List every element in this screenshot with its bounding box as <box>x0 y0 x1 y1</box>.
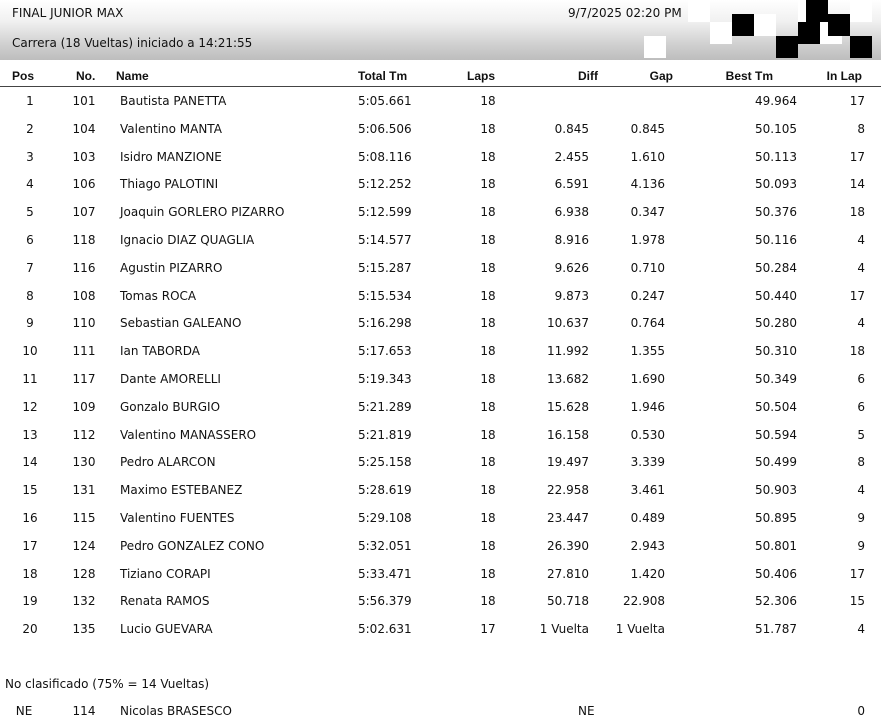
driver-name-cell: Maximo ESTEBANEZ <box>120 483 243 498</box>
total-time-cell: 5:29.108 <box>358 511 412 525</box>
best-time-cell: 50.113 <box>755 149 797 164</box>
driver-name-cell: Valentino MANASSERO <box>120 427 257 442</box>
best-time-cell: 49.964 <box>755 94 797 108</box>
table-row <box>0 536 881 556</box>
total-time-cell: 5:21.819 <box>358 427 412 442</box>
position-cell: 2 <box>26 121 34 136</box>
gap-cell: 22.908 <box>623 594 665 609</box>
position-cell: 4 <box>26 177 34 192</box>
driver-name-cell: Isidro MANZIONE <box>120 149 222 164</box>
in-lap-cell: 6 <box>857 372 865 386</box>
not-classified-row <box>0 701 881 721</box>
diff-cell: 19.497 <box>547 455 589 470</box>
total-time-cell: 5:16.298 <box>358 316 412 331</box>
total-time-cell: 5:15.287 <box>358 260 412 275</box>
col-header-best: Best Tm <box>725 69 773 83</box>
position-cell: 5 <box>26 205 34 220</box>
in-lap-cell: 17 <box>849 566 865 581</box>
number-cell: 116 <box>72 260 96 275</box>
best-time-cell: 50.376 <box>755 205 797 220</box>
number-cell: 101 <box>72 94 96 108</box>
in-lap-cell: 8 <box>857 455 865 470</box>
table-row <box>0 313 881 333</box>
driver-name-cell: Sebastian GALEANO <box>120 316 242 331</box>
checkered-flag-icon <box>600 0 881 60</box>
laps-cell: 18 <box>480 455 496 470</box>
total-time-cell: 5:25.158 <box>358 455 412 470</box>
position-cell: 11 <box>22 372 38 386</box>
race-datetime: 9/7/2025 02:20 PM <box>568 6 682 20</box>
table-row <box>0 258 881 278</box>
best-time-cell: 50.504 <box>755 399 797 414</box>
best-time-cell: 50.594 <box>755 427 797 442</box>
col-header-diff: Diff <box>578 69 598 83</box>
laps-cell: 18 <box>480 177 496 192</box>
driver-name-cell: Pedro GONZALEZ CONO <box>120 538 265 553</box>
driver-name-cell: Bautista PANETTA <box>120 94 227 108</box>
number-cell: 117 <box>72 372 96 386</box>
in-lap-cell: 15 <box>849 594 865 609</box>
laps-cell: 18 <box>480 94 496 108</box>
total-time-cell: 5:12.252 <box>358 177 412 192</box>
gap-cell: 3.339 <box>630 455 665 470</box>
in-lap-cell: 8 <box>857 121 865 136</box>
number-cell: 106 <box>72 177 96 192</box>
diff-cell: 0.845 <box>554 121 589 136</box>
gap-cell: 1.690 <box>630 372 665 386</box>
table-row <box>0 564 881 584</box>
driver-name-cell: Ignacio DIAZ QUAGLIA <box>120 233 255 247</box>
col-header-pos: Pos <box>12 69 35 83</box>
table-row <box>0 619 881 639</box>
best-time-cell: 50.895 <box>755 511 797 525</box>
position-cell: 20 <box>22 622 38 637</box>
laps-cell: 18 <box>480 538 496 553</box>
gap-cell: 1.610 <box>630 149 665 164</box>
best-time-cell: 50.093 <box>755 177 797 192</box>
number-cell: 108 <box>72 288 96 303</box>
laps-cell: 18 <box>480 594 496 609</box>
number-cell: 109 <box>72 399 96 414</box>
number-cell: 124 <box>72 538 96 553</box>
best-time-cell: 50.903 <box>755 483 797 498</box>
position-cell: 18 <box>22 566 38 581</box>
table-row <box>0 91 881 111</box>
diff-cell: 13.682 <box>547 372 589 386</box>
nc-number: 114 <box>72 704 96 718</box>
number-cell: 107 <box>72 205 96 220</box>
driver-name-cell: Tiziano CORAPI <box>120 566 211 581</box>
driver-name-cell: Lucio GUEVARA <box>120 622 213 637</box>
diff-cell: 1 Vuelta <box>539 622 589 637</box>
total-time-cell: 5:14.577 <box>358 233 412 247</box>
gap-cell: 1.355 <box>630 344 665 359</box>
number-cell: 104 <box>72 121 96 136</box>
report-header <box>0 0 881 60</box>
laps-cell: 18 <box>480 344 496 359</box>
position-cell: 19 <box>22 594 38 609</box>
diff-cell: 6.938 <box>554 205 589 220</box>
best-time-cell: 50.310 <box>755 344 797 359</box>
position-cell: 17 <box>22 538 38 553</box>
position-cell: 13 <box>22 427 38 442</box>
number-cell: 112 <box>72 427 96 442</box>
laps-cell: 18 <box>480 121 496 136</box>
in-lap-cell: 4 <box>857 622 865 637</box>
table-row <box>0 286 881 306</box>
position-cell: 3 <box>26 149 34 164</box>
position-cell: 9 <box>26 316 34 331</box>
total-time-cell: 5:05.661 <box>358 94 412 108</box>
table-row <box>0 480 881 500</box>
position-cell: 1 <box>26 94 34 108</box>
diff-cell: 10.637 <box>547 316 589 331</box>
table-row <box>0 230 881 250</box>
gap-cell: 1.420 <box>630 566 665 581</box>
total-time-cell: 5:12.599 <box>358 205 412 220</box>
race-subtitle: Carrera (18 Vueltas) iniciado a 14:21:55 <box>12 36 253 50</box>
in-lap-cell: 17 <box>849 149 865 164</box>
in-lap-cell: 9 <box>857 511 865 525</box>
in-lap-cell: 17 <box>849 94 865 108</box>
not-classified-label: No clasificado (75% = 14 Vueltas) <box>5 677 210 691</box>
total-time-cell: 5:19.343 <box>358 372 412 386</box>
best-time-cell: 50.280 <box>755 316 797 331</box>
diff-cell: 15.628 <box>547 399 589 414</box>
diff-cell: 8.916 <box>554 233 589 247</box>
in-lap-cell: 4 <box>857 316 865 331</box>
number-cell: 103 <box>72 149 96 164</box>
column-headers <box>0 66 881 87</box>
number-cell: 132 <box>72 594 96 609</box>
gap-cell: 0.247 <box>630 288 665 303</box>
diff-cell: 2.455 <box>554 149 589 164</box>
position-cell: 8 <box>26 288 34 303</box>
diff-cell: 6.591 <box>554 177 589 192</box>
gap-cell: 1.946 <box>630 399 665 414</box>
gap-cell: 1 Vuelta <box>615 622 665 637</box>
total-time-cell: 5:15.534 <box>358 288 412 303</box>
position-cell: 14 <box>22 455 38 470</box>
number-cell: 115 <box>72 511 96 525</box>
col-header-inlap: In Lap <box>826 69 862 83</box>
diff-cell: 27.810 <box>547 566 589 581</box>
total-time-cell: 5:02.631 <box>358 622 412 637</box>
col-header-no: No. <box>76 69 96 83</box>
number-cell: 128 <box>72 566 96 581</box>
best-time-cell: 52.306 <box>755 594 797 609</box>
gap-cell: 0.347 <box>630 205 665 220</box>
total-time-cell: 5:28.619 <box>358 483 412 498</box>
total-time-cell: 5:33.471 <box>358 566 412 581</box>
driver-name-cell: Joaquin GORLERO PIZARRO <box>120 205 285 220</box>
laps-cell: 18 <box>480 149 496 164</box>
driver-name-cell: Agustin PIZARRO <box>120 260 223 275</box>
number-cell: 118 <box>72 233 96 247</box>
nc-pos: NE <box>15 704 33 718</box>
number-cell: 135 <box>72 622 96 637</box>
total-time-cell: 5:17.653 <box>358 344 412 359</box>
laps-cell: 18 <box>480 205 496 220</box>
driver-name-cell: Tomas ROCA <box>120 288 197 303</box>
col-header-total: Total Tm <box>358 69 408 83</box>
laps-cell: 18 <box>480 427 496 442</box>
best-time-cell: 50.801 <box>755 538 797 553</box>
laps-cell: 18 <box>480 511 496 525</box>
table-row <box>0 202 881 222</box>
laps-cell: 18 <box>480 288 496 303</box>
position-cell: 10 <box>22 344 38 359</box>
laps-cell: 18 <box>480 483 496 498</box>
gap-cell: 0.710 <box>630 260 665 275</box>
best-time-cell: 50.105 <box>755 121 797 136</box>
driver-name-cell: Pedro ALARCON <box>120 455 216 470</box>
laps-cell: 18 <box>480 399 496 414</box>
gap-cell: 0.845 <box>630 121 665 136</box>
position-cell: 15 <box>22 483 38 498</box>
best-time-cell: 50.349 <box>755 372 797 386</box>
table-row <box>0 369 881 389</box>
driver-name-cell: Dante AMORELLI <box>120 372 221 386</box>
in-lap-cell: 4 <box>857 233 865 247</box>
diff-cell: 16.158 <box>547 427 589 442</box>
best-time-cell: 50.284 <box>755 260 797 275</box>
nc-diff: NE <box>578 704 595 718</box>
driver-name-cell: Renata RAMOS <box>120 594 210 609</box>
diff-cell: 9.873 <box>554 288 589 303</box>
diff-cell: 26.390 <box>547 538 589 553</box>
best-time-cell: 50.440 <box>755 288 797 303</box>
col-header-gap: Gap <box>649 69 673 83</box>
diff-cell: 50.718 <box>547 594 589 609</box>
total-time-cell: 5:32.051 <box>358 538 412 553</box>
position-cell: 16 <box>22 511 38 525</box>
in-lap-cell: 4 <box>857 260 865 275</box>
table-row <box>0 508 881 528</box>
number-cell: 130 <box>72 455 96 470</box>
race-title: FINAL JUNIOR MAX <box>12 6 124 20</box>
driver-name-cell: Gonzalo BURGIO <box>120 399 221 414</box>
diff-cell: 23.447 <box>547 511 589 525</box>
table-row <box>0 425 881 445</box>
table-row <box>0 397 881 417</box>
gap-cell: 0.530 <box>630 427 665 442</box>
table-row <box>0 341 881 361</box>
position-cell: 7 <box>26 260 34 275</box>
number-cell: 110 <box>72 316 96 331</box>
position-cell: 6 <box>26 233 34 247</box>
laps-cell: 18 <box>480 260 496 275</box>
table-row <box>0 119 881 139</box>
laps-cell: 17 <box>480 622 496 637</box>
number-cell: 111 <box>72 344 96 359</box>
diff-cell: 22.958 <box>547 483 589 498</box>
table-row <box>0 147 881 167</box>
in-lap-cell: 14 <box>849 177 865 192</box>
gap-cell: 3.461 <box>630 483 665 498</box>
driver-name-cell: Valentino FUENTES <box>120 511 235 525</box>
table-row <box>0 452 881 472</box>
in-lap-cell: 6 <box>857 399 865 414</box>
in-lap-cell: 9 <box>857 538 865 553</box>
in-lap-cell: 18 <box>849 344 865 359</box>
nc-in-lap: 0 <box>857 704 865 718</box>
col-header-name: Name <box>116 69 149 83</box>
diff-cell: 11.992 <box>547 344 589 359</box>
in-lap-cell: 5 <box>857 427 865 442</box>
driver-name-cell: Valentino MANTA <box>120 121 222 136</box>
position-cell: 12 <box>22 399 38 414</box>
best-time-cell: 50.406 <box>755 566 797 581</box>
driver-name-cell: Thiago PALOTINI <box>120 177 219 192</box>
total-time-cell: 5:06.506 <box>358 121 412 136</box>
diff-cell: 9.626 <box>554 260 589 275</box>
nc-driver-name: Nicolas BRASESCO <box>120 704 232 718</box>
total-time-cell: 5:21.289 <box>358 399 412 414</box>
col-header-laps: Laps <box>467 69 496 83</box>
driver-name-cell: Ian TABORDA <box>120 344 200 359</box>
in-lap-cell: 18 <box>849 205 865 220</box>
number-cell: 131 <box>72 483 96 498</box>
in-lap-cell: 17 <box>849 288 865 303</box>
table-row <box>0 174 881 194</box>
laps-cell: 18 <box>480 233 496 247</box>
laps-cell: 18 <box>480 372 496 386</box>
in-lap-cell: 4 <box>857 483 865 498</box>
gap-cell: 4.136 <box>630 177 665 192</box>
gap-cell: 0.764 <box>630 316 665 331</box>
total-time-cell: 5:56.379 <box>358 594 412 609</box>
table-row <box>0 591 881 611</box>
gap-cell: 2.943 <box>630 538 665 553</box>
gap-cell: 1.978 <box>630 233 665 247</box>
total-time-cell: 5:08.116 <box>358 149 412 164</box>
gap-cell: 0.489 <box>630 511 665 525</box>
best-time-cell: 51.787 <box>755 622 797 637</box>
laps-cell: 18 <box>480 566 496 581</box>
best-time-cell: 50.499 <box>755 455 797 470</box>
best-time-cell: 50.116 <box>755 233 797 247</box>
laps-cell: 18 <box>480 316 496 331</box>
